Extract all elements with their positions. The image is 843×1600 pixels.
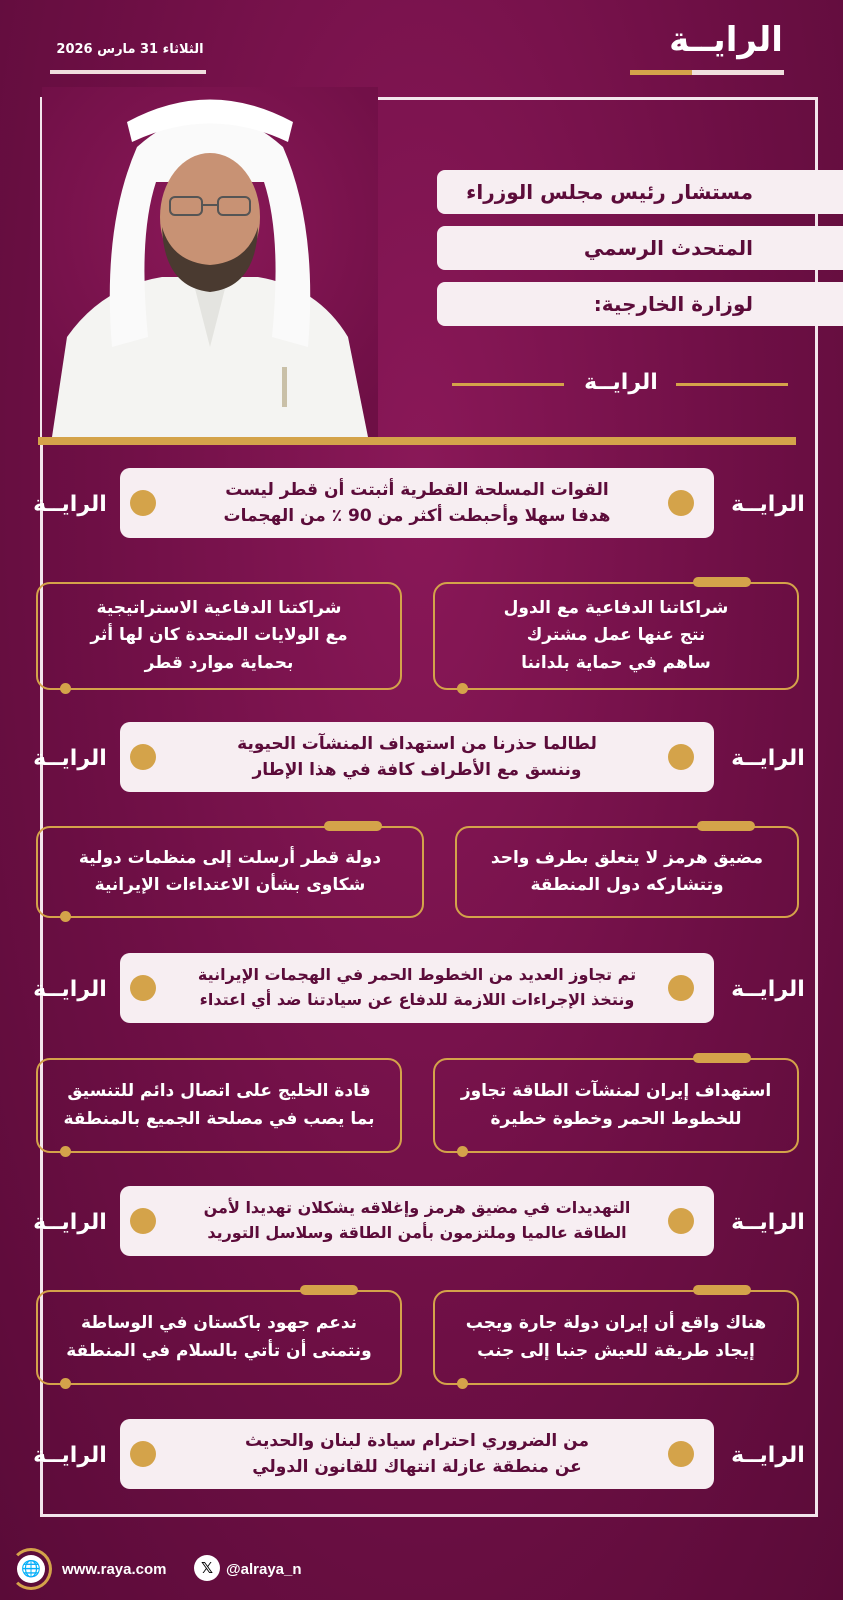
website-link[interactable]: www.raya.com (62, 1561, 167, 1578)
quote-line: هدفا سهلا وأحبطت أكثر من 90 ٪ من الهجمات (223, 506, 611, 526)
side-logo-left: الرايــة (33, 492, 107, 517)
quote-line: ونتمنى أن تأتي بالسلام في المنطقة (66, 1340, 372, 1361)
quote-box-2l (36, 582, 402, 690)
x-logo-icon: 𝕏 (194, 1555, 220, 1581)
quote-line: ونتخذ الإجراءات اللازمة للدفاع عن سيادتنا ضد أي اعتداء (199, 990, 635, 1009)
side-logo-left: الرايــة (33, 1210, 107, 1235)
social-handle[interactable]: @alraya_n (226, 1561, 302, 1578)
quote-box-6r (433, 1058, 799, 1153)
side-logo-right: الرايــة (731, 746, 805, 771)
quote-line: قادة الخليج على اتصال دائم للتنسيق (67, 1081, 371, 1102)
quote-line: شراكاتنا الدفاعية مع الدول (503, 598, 729, 619)
quote-line: نتج عنها عمل مشترك (526, 625, 706, 646)
quote-box-8l (36, 1290, 402, 1385)
quote-line: عن منطقة عازلة انتهاك للقانون الدولي (252, 1457, 582, 1477)
globe-icon: 🌐 (17, 1555, 45, 1583)
quote-box-4r (455, 826, 799, 918)
divider-right (676, 383, 788, 386)
quote-line: هناك واقع أن إيران دولة جارة ويجب (465, 1313, 767, 1334)
side-logo-right: الرايــة (731, 492, 805, 517)
date-underline (50, 70, 206, 74)
title-ministry: لوزارة الخارجية: (437, 282, 843, 326)
side-logo-right: الرايــة (731, 1443, 805, 1468)
quote-line: القوات المسلحة القطرية أثبتت أن قطر ليست (225, 479, 609, 500)
quote-box-4l (36, 826, 424, 918)
quote-box-6l (36, 1058, 402, 1153)
quote-line: لطالما حذرنا من استهداف المنشآت الحيوية (237, 733, 597, 754)
quote-line: إيجاد طريقة للعيش جنبا إلى جنب (477, 1340, 755, 1361)
quote-pill-5 (120, 953, 714, 1023)
title-spokesman: المتحدث الرسمي (437, 226, 843, 270)
quote-box-2r (433, 582, 799, 690)
spokesman-photo (42, 87, 378, 437)
gold-dot (668, 490, 694, 516)
mini-logo: الرايــة (584, 370, 658, 395)
quote-line: شراكتنا الدفاعية الاستراتيجية (96, 598, 342, 619)
quote-line: وننسق مع الأطراف كافة في هذا الإطار (252, 760, 582, 780)
side-logo-right: الرايــة (731, 1210, 805, 1235)
quote-line: مع الولايات المتحدة كان لها أثر (90, 625, 348, 646)
quote-line: استهداف إيران لمنشآت الطاقة تجاوز (460, 1081, 772, 1102)
quote-line: بما يصب في مصلحة الجميع بالمنطقة (63, 1108, 375, 1129)
title-advisor: مستشار رئيس مجلس الوزراء (437, 170, 843, 214)
divider-left (452, 383, 564, 386)
quote-line: وتتشاركه دول المنطقة (530, 875, 724, 895)
gold-dot (130, 490, 156, 516)
side-logo-left: الرايــة (33, 1443, 107, 1468)
quote-line: شكاوى بشأن الاعتداءات الإيرانية (94, 875, 366, 895)
quote-line: تم تجاوز العديد من الخطوط الحمر في الهجمات الإيرانية (197, 965, 637, 985)
logo-underline (630, 70, 784, 75)
side-logo-left: الرايــة (33, 746, 107, 771)
quote-line: ندعم جهود باكستان في الوساطة (80, 1313, 358, 1334)
quote-pill-3 (120, 722, 714, 792)
gold-separator (38, 437, 796, 445)
quote-pill-7 (120, 1186, 714, 1256)
quote-line: ساهم في حماية بلداننا (521, 652, 711, 673)
quote-line: دولة قطر أرسلت إلى منظمات دولية (78, 847, 382, 868)
side-logo-right: الرايــة (731, 977, 805, 1002)
quote-line: مضيق هرمز لا يتعلق بطرف واحد (490, 847, 764, 868)
quote-line: التهديدات في مضيق هرمز وإغلاقه يشكلان تهديدا لأمن (203, 1198, 631, 1218)
date-label: الثلاثاء 31 مارس 2026 (56, 42, 204, 57)
alraya-logo: الرايــة (669, 20, 783, 60)
quote-pill-1 (120, 468, 714, 538)
quote-line: بحماية موارد قطر (144, 652, 294, 673)
quote-line: من الضروري احترام سيادة لبنان والحديث (245, 1430, 589, 1451)
quote-box-8r (433, 1290, 799, 1385)
quote-line: للخطوط الحمر وخطوة خطيرة (490, 1108, 742, 1129)
quote-line: الطاقة عالميا وملتزمون بأمن الطاقة وسلاسل التوريد (207, 1223, 627, 1242)
side-logo-left: الرايــة (33, 977, 107, 1002)
quote-pill-9 (120, 1419, 714, 1489)
